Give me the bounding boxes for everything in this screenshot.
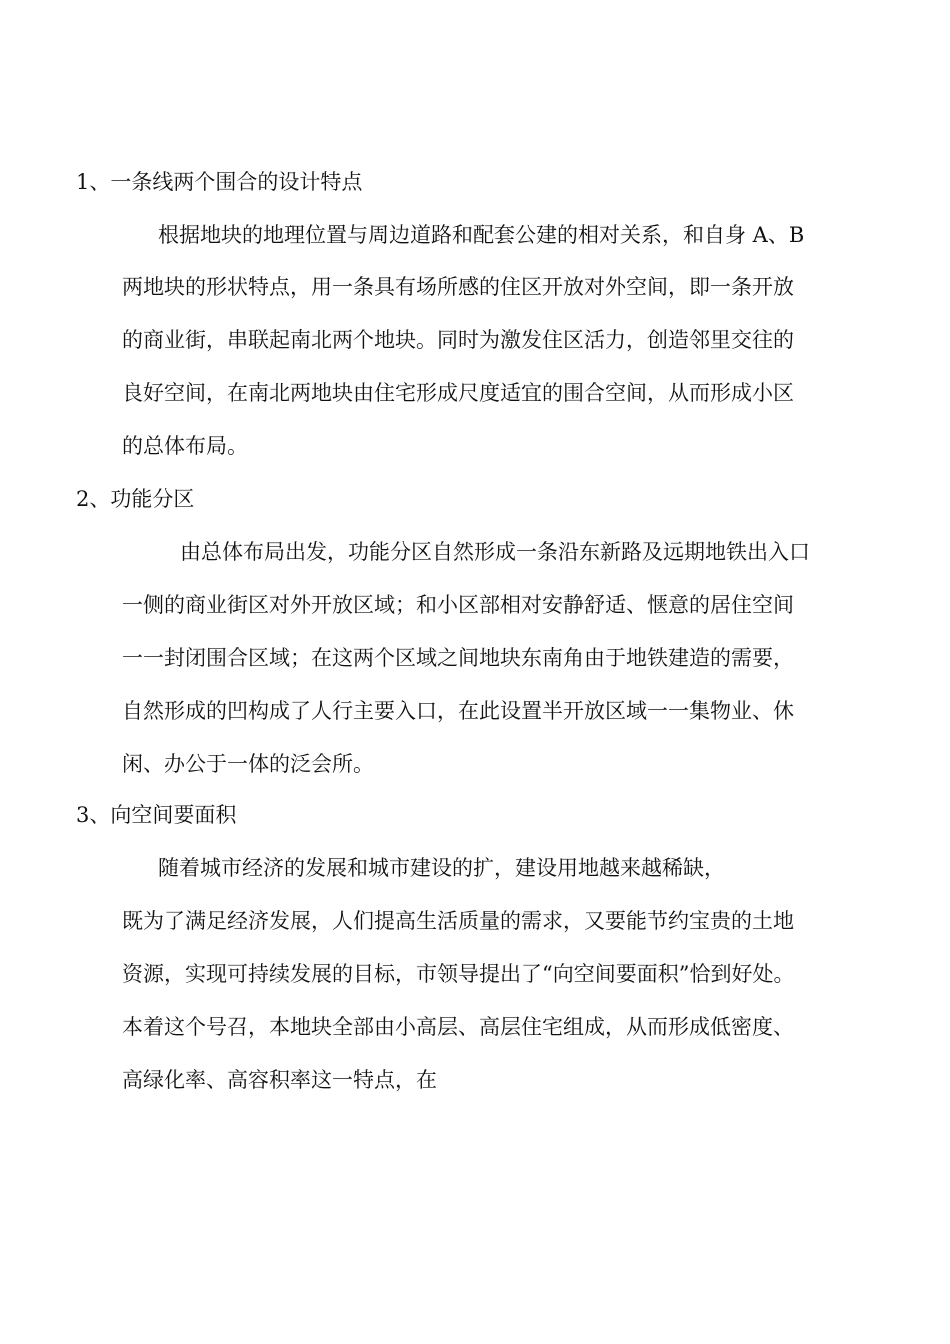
section-1-line-1: 根据地块的地理位置与周边道路和配套公建的相对关系，和自身 A、B: [158, 223, 805, 247]
section-3-line-5: 高绿化率、高容积率这一特点，在: [122, 1068, 437, 1092]
section-2-line-4: 自然形成的凹构成了人行主要入口，在此设置半开放区域一一集物业、休: [122, 699, 794, 723]
section-3-line-1: 随着城市经济的发展和城市建设的扩，建设用地越来越稀缺，: [158, 856, 725, 880]
section-3-line-4: 本着这个号召，本地块全部由小高层、高层住宅组成，从而形成低密度、: [122, 1015, 794, 1039]
section-3-line-2: 既为了满足经济发展，人们提高生活质量的需求，又要能节约宝贵的土地: [122, 909, 794, 933]
section-3-line-3: 资源，实现可持续发展的目标，市领导提出了“向空间要面积”恰到好处。: [122, 962, 795, 986]
section-1-line-4: 良好空间，在南北两地块由住宅形成尺度适宜的围合空间，从而形成小区: [122, 381, 794, 405]
section-2-heading: 2、功能分区: [76, 487, 195, 511]
section-3-heading: 3、向空间要面积: [76, 803, 237, 827]
section-2-line-5: 闲、办公于一体的泛会所。: [122, 752, 374, 776]
section-2-line-3: 一一封闭围合区域；在这两个区域之间地块东南角由于地铁建造的需要，: [122, 646, 794, 670]
section-1-heading: 1、一条线两个围合的设计特点: [76, 170, 363, 194]
section-1-line-2: 两地块的形状特点，用一条具有场所感的住区开放对外空间，即一条开放: [122, 275, 794, 299]
section-2-line-1: 由总体布局出发，功能分区自然形成一条沿东新路及远期地铁出入口: [180, 540, 810, 564]
section-1-line-3: 的商业街，串联起南北两个地块。同时为激发住区活力，创造邻里交往的: [122, 328, 794, 352]
section-1-line-5: 的总体布局。: [122, 434, 248, 458]
section-2-line-2: 一侧的商业街区对外开放区域；和小区部相对安静舒适、惬意的居住空间: [122, 593, 794, 617]
